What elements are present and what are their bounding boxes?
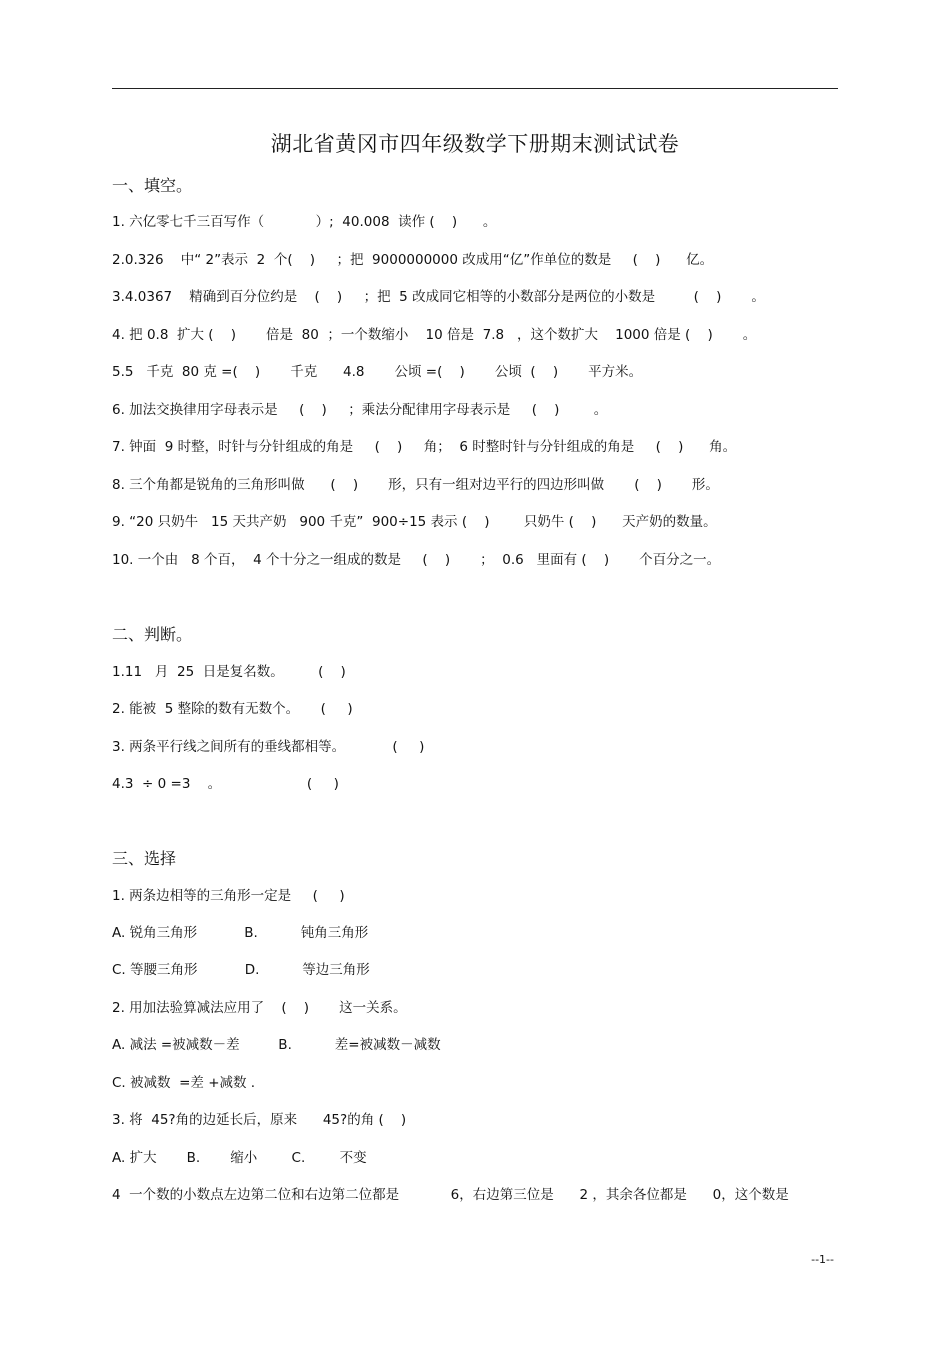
- question-line: 6. 加法交换律用字母表示是 ( ) ；乘法分配律用字母表示是 ( ) 。: [112, 402, 608, 418]
- question-line: 4.3 ÷ 0 =3 。 ( ): [112, 776, 339, 792]
- question-line: 4. 把 0.8 扩大 ( ) 倍是 80 ；一个数缩小 10 倍是 7.8 ，这个数扩大 1000 倍是 ( ) 。: [112, 327, 757, 343]
- question-line: 10. 一个由 8 个百， 4 个十分之一组成的数是 ( ) ； 0.6 里面有 ( ) 个百分之一。: [112, 552, 721, 568]
- page-number: --1--: [811, 1253, 834, 1266]
- section-heading-multiple-choice: 三、选择: [112, 849, 177, 868]
- question-line: 7. 钟面 9 时整，时针与分针组成的角是 ( ) 角； 6 时整时针与分针组成的角是 ( ) 角。: [112, 439, 737, 455]
- question-line: 2. 用加法验算减法应用了 ( ) 这一关系。: [112, 1000, 407, 1016]
- question-line: 3.4.0367 精确到百分位约是 ( ) ；把 5 改成同它相等的小数部分是两位的小数是 ( ) 。: [112, 289, 765, 305]
- option-line: A. 扩大 B. 缩小 C. 不变: [112, 1150, 367, 1166]
- option-line: A. 锐角三角形 B. 钝角三角形: [112, 925, 369, 941]
- question-line: 3. 两条平行线之间所有的垂线都相等。 ( ): [112, 739, 425, 755]
- question-line: 4 一个数的小数点左边第二位和右边第二位都是 6，右边第三位是 2 ，其余各位都是 0，这个数是: [112, 1187, 789, 1203]
- question-line: 9. “20 只奶牛 15 天共产奶 900 千克” 900÷15 表示 ( ) 只奶牛 ( ) 天产奶的数量。: [112, 514, 717, 530]
- question-line: 2.0.326 中“ 2”表示 2 个( ) ；把 9000000000 改成用“亿”作单位的数是 ( ) 亿。: [112, 252, 714, 268]
- option-line: C. 等腰三角形 D. 等边三角形: [112, 962, 370, 978]
- question-line: 1.11 月 25 日是复名数。 ( ): [112, 664, 346, 680]
- section-heading-fill-in: 一、填空。: [112, 176, 193, 195]
- question-line: 1. 六亿零七千三百写作（ ）; 40.008 读作 ( ) 。: [112, 214, 497, 230]
- question-line: 5.5 千克 80 克 =( ) 千克 4.8 公顷 =( ) 公顷 ( ) 平方米。: [112, 364, 643, 380]
- option-line: C. 被减数 =差 +减数 .: [112, 1075, 256, 1091]
- page-title: 湖北省黄冈市四年级数学下册期末测试试卷: [270, 132, 680, 156]
- section-heading-true-false: 二、判断。: [112, 625, 193, 644]
- question-line: 3. 将 45?角的边延长后，原来 45?的角 ( ): [112, 1112, 407, 1128]
- question-line: 1. 两条边相等的三角形一定是 ( ): [112, 888, 345, 904]
- header-rule: [112, 88, 838, 89]
- question-line: 8. 三个角都是锐角的三角形叫做 ( ) 形，只有一组对边平行的四边形叫做 ( ) 形。: [112, 477, 719, 493]
- option-line: A. 减法 =被减数－差 B. 差=被减数－减数: [112, 1037, 441, 1053]
- question-line: 2. 能被 5 整除的数有无数个。 ( ): [112, 701, 353, 717]
